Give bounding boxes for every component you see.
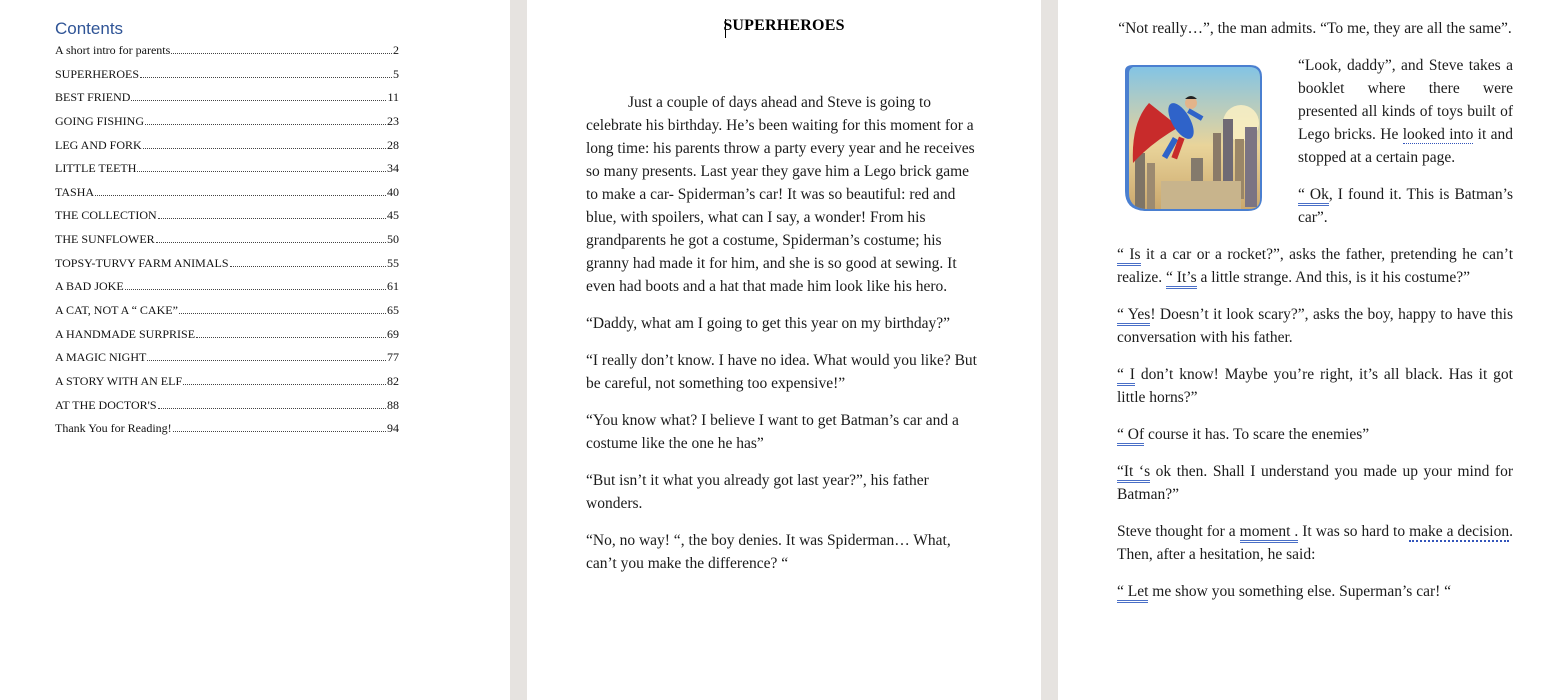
toc-entry-title: AT THE DOCTOR'S [55, 397, 157, 412]
document-page-story[interactable] [527, 0, 1041, 700]
document-page-continued[interactable] [1058, 0, 1567, 700]
toc-entry[interactable] [55, 114, 399, 138]
text-run: it a car or a rocket?”, asks the father, pretending he can’t realize. [1117, 246, 1513, 286]
toc-dot-leader [95, 195, 386, 196]
toc-entry[interactable] [55, 327, 399, 351]
toc-dot-leader [131, 100, 386, 101]
story-body[interactable] [586, 91, 982, 589]
paragraph: “Not really…”, the man admits. “To me, they are all the same”. [1118, 20, 1512, 37]
toc-entry-page: 94 [387, 421, 399, 436]
text-run: Steve thought for a [1117, 523, 1240, 540]
paragraph [1117, 363, 1513, 409]
superhero-illustration[interactable] [1121, 63, 1264, 213]
toc-dot-leader [230, 266, 386, 267]
text-run: me show you something else. Superman’s car! “ [1148, 583, 1452, 600]
toc-entry-page: 5 [393, 66, 399, 81]
toc-entry-title: TASHA [55, 184, 95, 199]
document-page-toc [0, 0, 510, 700]
spelling-suggestion[interactable]: “ Ok [1298, 186, 1329, 206]
paragraph: “No, no way! “, the boy denies. It was Spiderman… What, can’t you make the difference? “ [586, 532, 951, 572]
toc-entry-page: 65 [387, 303, 399, 318]
toc-entry[interactable] [55, 43, 399, 67]
toc-entry[interactable] [55, 374, 399, 398]
toc-entry-title: A BAD JOKE [55, 279, 124, 294]
paragraph [1117, 520, 1513, 566]
toc-entry-page: 2 [393, 43, 399, 57]
paragraph [1117, 580, 1513, 603]
toc-entry-page: 69 [387, 326, 399, 341]
toc-entry-page: 11 [387, 90, 399, 105]
toc-entry[interactable] [55, 303, 399, 327]
spelling-suggestion[interactable]: “ It’s [1166, 269, 1197, 289]
toc-entry-title: TOPSY-TURVY FARM ANIMALS [55, 255, 229, 270]
toc-dot-leader [196, 337, 386, 338]
text-run: course it has. To scare the enemies” [1144, 426, 1370, 443]
text-run: . Then, after a hesitation, he said: [1117, 523, 1513, 563]
text-run: ok then. Shall I understand you made up your mind for Batman?” [1117, 463, 1513, 503]
toc-dot-leader [158, 408, 386, 409]
text-run: “Look, daddy”, and Steve takes a booklet where there were presented all kinds of toys built of Lego bricks. He [1298, 57, 1513, 143]
toc-entry[interactable] [55, 256, 399, 280]
toc-entry-page: 77 [387, 350, 399, 365]
toc-entry-title: SUPERHEROES [55, 66, 140, 81]
story-body-continued[interactable] [1117, 17, 1513, 617]
spelling-suggestion[interactable]: “ Let [1117, 583, 1148, 603]
toc-dot-leader [179, 313, 386, 314]
toc-entry-title: A HANDMADE SURPRISE [55, 326, 196, 341]
toc-dot-leader [137, 171, 386, 172]
toc-dot-leader [143, 148, 386, 149]
toc-entry-title: LITTLE TEETH [55, 161, 137, 176]
text-run: ! Doesn’t it look scary?”, asks the boy, happy to have this conversation with his father. [1117, 306, 1513, 346]
toc-entry[interactable] [55, 67, 399, 91]
toc-dot-leader [183, 384, 386, 385]
toc-entry-title: A CAT, NOT A “ CAKE” [55, 303, 178, 318]
paragraph: “I really don’t know. I have no idea. What would you like? But be careful, not something too expensive!” [586, 352, 977, 392]
paragraph: “Daddy, what am I going to get this year on my birthday?” [586, 315, 951, 332]
toc-entry[interactable] [55, 208, 399, 232]
toc-dot-leader [173, 431, 386, 432]
toc-dot-leader [125, 289, 386, 290]
toc-entry-title: GOING FISHING [55, 113, 144, 128]
paragraph [1117, 303, 1513, 349]
toc-entry-title: THE COLLECTION [55, 208, 157, 223]
toc-entry-title: THE SUNFLOWER [55, 232, 155, 247]
toc-entry[interactable] [55, 350, 399, 374]
paragraph [1117, 460, 1513, 506]
text-run: a little strange. And this, is it his costume?” [1196, 269, 1470, 286]
toc-entry[interactable] [55, 185, 399, 209]
paragraph [1117, 423, 1513, 446]
toc-entry-title: BEST FRIEND [55, 90, 131, 105]
toc-dot-leader [147, 360, 386, 361]
toc-entry[interactable] [55, 90, 399, 114]
toc-entry-page: 55 [387, 255, 399, 270]
text-run: don’t know! Maybe you’re right, it’s all black. Has it got little horns?” [1117, 366, 1513, 406]
text-run: , I found it. This is Batman’s car”. [1298, 186, 1513, 226]
toc-entry-page: 88 [387, 397, 399, 412]
paragraph [1117, 243, 1513, 289]
toc-entry[interactable] [55, 161, 399, 185]
spelling-suggestion[interactable]: “ Is [1117, 246, 1141, 266]
toc-entry-title: A short intro for parents [55, 43, 171, 57]
spelling-suggestion[interactable]: “It ‘s [1117, 463, 1150, 483]
story-title: SUPERHEROES [723, 17, 845, 34]
toc-entry-page: 40 [387, 184, 399, 199]
toc-entry-page: 28 [387, 137, 399, 152]
toc-entry-page: 23 [387, 113, 399, 128]
toc-list [55, 43, 399, 445]
toc-entry[interactable] [55, 138, 399, 162]
toc-dot-leader [158, 218, 386, 219]
toc-dot-leader [140, 77, 392, 78]
spelling-suggestion[interactable]: moment . [1240, 523, 1299, 543]
toc-entry-title: A STORY WITH AN ELF [55, 373, 183, 388]
toc-entry-page: 82 [387, 373, 399, 388]
toc-dot-leader [156, 242, 386, 243]
toc-entry-title: A MAGIC NIGHT [55, 350, 147, 365]
spelling-suggestion[interactable]: “ I [1117, 366, 1135, 386]
text-run: it and stopped at a certain page. [1298, 126, 1513, 166]
toc-entry-page: 61 [387, 279, 399, 294]
grammar-suggestion[interactable]: looked into [1402, 126, 1474, 143]
spelling-suggestion[interactable]: “ Yes [1117, 306, 1150, 326]
toc-entry-page: 50 [387, 232, 399, 247]
paragraph: “But isn’t it what you already got last year?”, his father wonders. [586, 472, 929, 512]
paragraph: Just a couple of days ahead and Steve is going to celebrate his birthday. He’s been waiting for this moment for a long time: his parents throw a party every year and he receives so many presents. Last year they gave him a Lego brick game to make a car- Spiderman’s car! It was so beautiful: red and blue, with spoilers, what can I say, a wonder! From his grandparents he got a costume, Spiderman’s costume; his granny had made it for him, and she is so good at sewing. It even had boots and a hat that made him look like his hero. [586, 94, 975, 295]
toc-entry[interactable] [55, 232, 399, 256]
text-run: It was so hard to [1298, 523, 1410, 540]
toc-entry-title: Thank You for Reading! [55, 421, 172, 436]
toc-entry[interactable] [55, 421, 399, 445]
toc-heading: Contents [55, 19, 124, 38]
toc-entry-title: LEG AND FORK [55, 137, 142, 152]
paragraph: “You know what? I believe I want to get Batman’s car and a costume like the one he has” [586, 412, 959, 452]
toc-entry-page: 45 [387, 208, 399, 223]
toc-entry[interactable] [55, 279, 399, 303]
toc-entry[interactable] [55, 398, 399, 422]
toc-entry-page: 34 [387, 161, 399, 176]
toc-dot-leader [171, 53, 392, 54]
spelling-suggestion[interactable]: “ Of [1117, 426, 1144, 446]
grammar-suggestion[interactable]: make a decision [1409, 523, 1510, 540]
toc-dot-leader [145, 124, 386, 125]
